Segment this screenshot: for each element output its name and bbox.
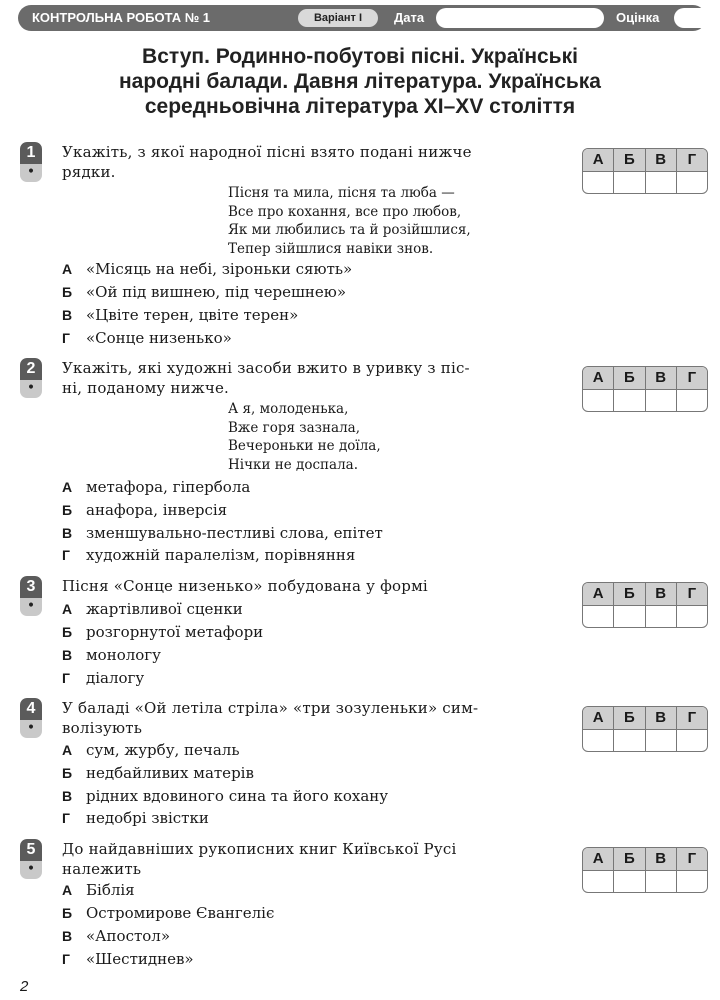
option-text: зменшувально-пестливі слова, епітет <box>86 524 383 542</box>
option-letter: В <box>62 647 73 663</box>
answer-cell[interactable] <box>646 730 677 752</box>
answer-cell[interactable] <box>614 172 645 194</box>
answer-cell[interactable] <box>677 730 707 752</box>
question-text-line: Пісня «Сонце низенько» побудована у формі <box>62 577 428 595</box>
question-text-line: належить <box>62 860 142 878</box>
option-letter: В <box>62 788 73 804</box>
option-a <box>62 599 243 619</box>
option-text: «Ой під вишнею, під черешнею» <box>86 283 347 301</box>
answer-letter: В <box>646 583 677 605</box>
answer-letter: Г <box>687 709 697 726</box>
answer-cell[interactable] <box>583 730 614 752</box>
option-b <box>62 500 227 520</box>
option-a <box>62 477 250 497</box>
option-letter: Б <box>62 765 73 781</box>
question-text-line: ні, поданому нижче. <box>62 379 229 397</box>
answer-letter: Б <box>614 149 645 171</box>
answer-letter: В <box>646 149 677 171</box>
question-number-badge <box>20 839 42 879</box>
question-text <box>62 576 544 596</box>
option-text: рідних вдовиного сина та його кохану <box>86 787 389 805</box>
page-number: 2 <box>20 978 29 995</box>
answer-letter: Б <box>614 583 645 605</box>
grade-label: Оцінка <box>616 10 660 25</box>
answer-letter: Г <box>687 369 697 386</box>
option-d <box>62 949 194 969</box>
option-letter: Г <box>62 810 70 826</box>
poem-excerpt <box>228 400 381 474</box>
date-field[interactable] <box>436 8 604 28</box>
answer-grid <box>582 706 708 752</box>
option-a <box>62 740 239 760</box>
option-b <box>62 903 274 923</box>
option-text: Біблія <box>86 881 135 899</box>
option-letter: Б <box>62 905 73 921</box>
option-letter: Б <box>62 502 73 518</box>
question-text-line: У баладі «Ой летіла стріла» «три зозуленьки» сим- <box>62 699 479 717</box>
option-c <box>62 926 170 946</box>
question-text-line: До найдавніших рукописних книг Київської Русі <box>62 840 457 858</box>
option-letter: А <box>62 742 73 758</box>
question-text <box>62 358 544 398</box>
answer-letter: А <box>583 149 614 171</box>
option-letter: Г <box>62 547 70 563</box>
option-c <box>62 645 161 665</box>
option-d <box>62 328 232 348</box>
test-title: КОНТРОЛЬНА РОБОТА № 1 <box>32 10 211 25</box>
option-d <box>62 545 355 565</box>
option-text: Остромирове Євангеліє <box>86 904 275 922</box>
question-number-badge <box>20 358 42 398</box>
option-c <box>62 523 383 543</box>
answer-cell[interactable] <box>583 606 614 628</box>
answer-cell[interactable] <box>614 730 645 752</box>
answer-letter: А <box>583 583 614 605</box>
answer-cell[interactable] <box>583 172 614 194</box>
question-text-line: Укажіть, які художні засоби вжито в уривку з піс- <box>62 359 470 377</box>
answer-letter: Г <box>687 850 697 867</box>
question-text <box>62 839 544 879</box>
option-text: недбайливих матерів <box>86 764 254 782</box>
answer-cell[interactable] <box>614 606 645 628</box>
answer-letter: Г <box>687 585 697 602</box>
question-number: 3 <box>20 576 42 598</box>
title-line: середньовічна література XI–XV століття <box>144 95 576 118</box>
answer-letter: В <box>646 848 677 870</box>
option-letter: В <box>62 525 73 541</box>
option-letter: Б <box>62 624 73 640</box>
answer-grid <box>582 582 708 628</box>
question-number: 4 <box>20 698 42 720</box>
option-letter: Г <box>62 951 70 967</box>
option-letter: А <box>62 601 73 617</box>
option-d <box>62 668 144 688</box>
option-b <box>62 622 263 642</box>
option-letter: А <box>62 479 73 495</box>
option-text: «Шестиднев» <box>86 950 194 968</box>
option-d <box>62 808 209 828</box>
question-number: 2 <box>20 358 42 380</box>
option-letter: А <box>62 261 73 277</box>
point-marker: • <box>26 861 36 877</box>
option-b <box>62 763 254 783</box>
question-text <box>62 142 544 182</box>
question-number: 1 <box>20 142 42 164</box>
answer-cell[interactable] <box>646 390 677 412</box>
answer-cell[interactable] <box>646 172 677 194</box>
option-text: анафора, інверсія <box>86 501 228 519</box>
option-letter: Г <box>62 330 70 346</box>
option-letter: В <box>62 307 73 323</box>
poem-excerpt <box>228 184 471 258</box>
option-text: метафора, гіпербола <box>86 478 251 496</box>
option-letter: В <box>62 928 73 944</box>
answer-grid <box>582 148 708 194</box>
option-letter: Б <box>62 284 73 300</box>
option-a <box>62 880 135 900</box>
option-letter: А <box>62 882 73 898</box>
answer-cell[interactable] <box>677 390 707 412</box>
option-text: недобрі звістки <box>86 809 209 827</box>
answer-letter: В <box>646 707 677 729</box>
question-number-badge <box>20 698 42 738</box>
poem-line: Нічки не доспала. <box>228 456 358 473</box>
question-number: 5 <box>20 839 42 861</box>
answer-letter: Г <box>687 151 697 168</box>
question-number-badge <box>20 142 42 182</box>
answer-cell[interactable] <box>677 871 707 893</box>
answer-letter: А <box>583 367 614 389</box>
option-text: «Апостол» <box>86 927 171 945</box>
answer-letter: Б <box>614 707 645 729</box>
option-c <box>62 305 298 325</box>
page-title <box>40 44 680 119</box>
answer-cell[interactable] <box>677 172 707 194</box>
question-text <box>62 698 544 738</box>
option-text: «Цвіте терен, цвіте терен» <box>86 306 299 324</box>
poem-line: Вже горя зазнала, <box>228 419 361 436</box>
answer-letter: В <box>646 367 677 389</box>
answer-grid <box>582 366 708 412</box>
option-text: художній паралелізм, порівняння <box>86 546 356 564</box>
question-number-badge <box>20 576 42 616</box>
grade-field[interactable] <box>674 8 720 28</box>
answer-letter: А <box>583 707 614 729</box>
test-header-bar <box>18 5 706 31</box>
option-text: монологу <box>86 646 161 664</box>
answer-letter: Б <box>614 367 645 389</box>
date-label: Дата <box>394 10 425 25</box>
option-text: діалогу <box>86 669 145 687</box>
poem-line: Пісня та мила, пісня та люба — <box>228 185 455 201</box>
point-marker: • <box>26 598 36 614</box>
question-text-line: Укажіть, з якої народної пісні взято подані нижче <box>62 143 472 161</box>
poem-line: Вечероньки не доїла, <box>228 438 381 454</box>
point-marker: • <box>26 164 36 180</box>
poem-line: Все про кохання, все про любов, <box>228 203 462 220</box>
answer-cell[interactable] <box>614 390 645 412</box>
option-text: «Сонце низенько» <box>86 329 232 347</box>
answer-cell[interactable] <box>583 390 614 412</box>
option-letter: Г <box>62 670 70 686</box>
question-text-line: волізують <box>62 719 143 737</box>
option-text: розгорнутої метафори <box>86 623 264 641</box>
option-text: сум, журбу, печаль <box>86 741 240 759</box>
option-c <box>62 786 388 806</box>
answer-letter: Б <box>614 848 645 870</box>
answer-letter: А <box>583 848 614 870</box>
poem-line: Тепер зійшлися навіки знов. <box>228 240 434 257</box>
answer-cell[interactable] <box>583 871 614 893</box>
option-text: «Місяць на небі, зіроньки сяють» <box>86 260 353 278</box>
option-a <box>62 259 352 279</box>
point-marker: • <box>26 380 36 396</box>
poem-line: А я, молоденька, <box>228 401 349 417</box>
answer-cell[interactable] <box>646 871 677 893</box>
title-line: народні балади. Давня література. Українська <box>118 70 601 93</box>
option-text: жартівливої сценки <box>86 600 243 618</box>
option-b <box>62 282 346 302</box>
point-marker: • <box>26 720 36 736</box>
variant-badge: Варіант І <box>298 9 378 27</box>
answer-cell[interactable] <box>646 606 677 628</box>
poem-line: Як ми любились та й розійшлися, <box>228 222 471 238</box>
title-line: Вступ. Родинно-побутові пісні. Українські <box>142 45 578 68</box>
answer-cell[interactable] <box>677 606 707 628</box>
question-text-line: рядки. <box>62 163 116 181</box>
answer-cell[interactable] <box>614 871 645 893</box>
answer-grid <box>582 847 708 893</box>
